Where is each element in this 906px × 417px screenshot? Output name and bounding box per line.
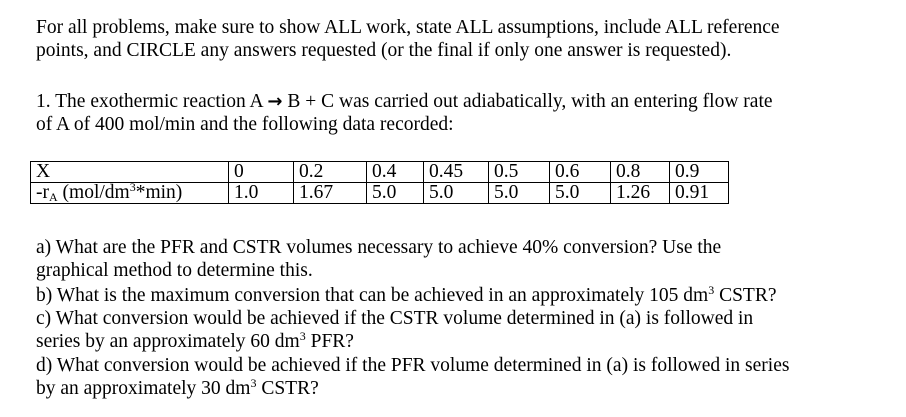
question-c-post: PFR? xyxy=(305,331,354,352)
problem-statement-line-1 xyxy=(36,90,773,113)
table-cell: 1.26 xyxy=(611,183,670,204)
question-c-line-1: c) What conversion would be achieved if the CSTR volume determined in (a) is followed in xyxy=(36,308,754,329)
instructions-line-2: points, and CIRCLE any answers requested (or the final if only one answer is requested). xyxy=(36,40,732,61)
question-b-pre: b) What is the maximum conversion that can be achieved in an approximately 105 dm xyxy=(36,285,709,306)
question-c-line-2 xyxy=(36,330,354,353)
table-cell: 0.6 xyxy=(550,162,611,183)
instructions-line-1: For all problems, make sure to show ALL work, state ALL assumptions, include ALL reference xyxy=(36,17,780,38)
question-d-sup: 3 xyxy=(250,376,257,390)
rate-label-mid: (mol/dm xyxy=(57,182,130,203)
table-cell: 0.91 xyxy=(670,183,729,204)
rate-label-sub: A xyxy=(49,190,58,204)
problem-statement-line-2: of A of 400 mol/min and the following data recorded: xyxy=(36,114,454,135)
row-label-x: X xyxy=(31,162,229,183)
rate-label-sup: 3 xyxy=(129,180,136,194)
problem-text-pre: 1. The exothermic reaction A xyxy=(36,91,268,112)
question-d-post: CSTR? xyxy=(256,378,319,399)
rate-label-post: *min) xyxy=(135,182,183,203)
question-d-line-1: d) What conversion would be achieved if the PFR volume determined in (a) is followed in series xyxy=(36,355,790,376)
question-d-line-2 xyxy=(36,377,319,400)
question-b xyxy=(36,284,777,307)
row-label-rate xyxy=(31,180,229,204)
question-c-pre: series by an approximately 60 dm xyxy=(36,331,300,352)
question-b-sup: 3 xyxy=(708,283,715,297)
table-cell: 0.8 xyxy=(611,162,670,183)
reaction-arrow-icon: → xyxy=(267,91,283,112)
table-cell: 1.0 xyxy=(229,183,294,204)
table-cell: 0.2 xyxy=(294,162,367,183)
question-a-line-2: graphical method to determine this. xyxy=(36,260,313,281)
problem-text-post: B + C was carried out adiabatically, with an entering flow rate xyxy=(282,91,773,112)
table-cell: 1.67 xyxy=(294,183,367,204)
table-cell: 5.0 xyxy=(489,183,550,204)
table-cell: 5.0 xyxy=(550,183,611,204)
question-a-line-1: a) What are the PFR and CSTR volumes necessary to achieve 40% conversion? Use the xyxy=(36,237,722,258)
table-cell: 5.0 xyxy=(424,183,489,204)
table-cell: 0.45 xyxy=(424,162,489,183)
table-cell: 0.5 xyxy=(489,162,550,183)
data-table xyxy=(30,161,729,204)
table-row-rate xyxy=(31,183,729,204)
question-d-pre: by an approximately 30 dm xyxy=(36,378,251,399)
table-cell: 0.4 xyxy=(367,162,424,183)
question-c-sup: 3 xyxy=(299,329,306,343)
question-b-post: CSTR? xyxy=(714,285,777,306)
table-cell: 0.9 xyxy=(670,162,729,183)
table-cell: 5.0 xyxy=(367,183,424,204)
rate-label-pre: -r xyxy=(36,182,49,203)
table-cell: 0 xyxy=(229,162,294,183)
